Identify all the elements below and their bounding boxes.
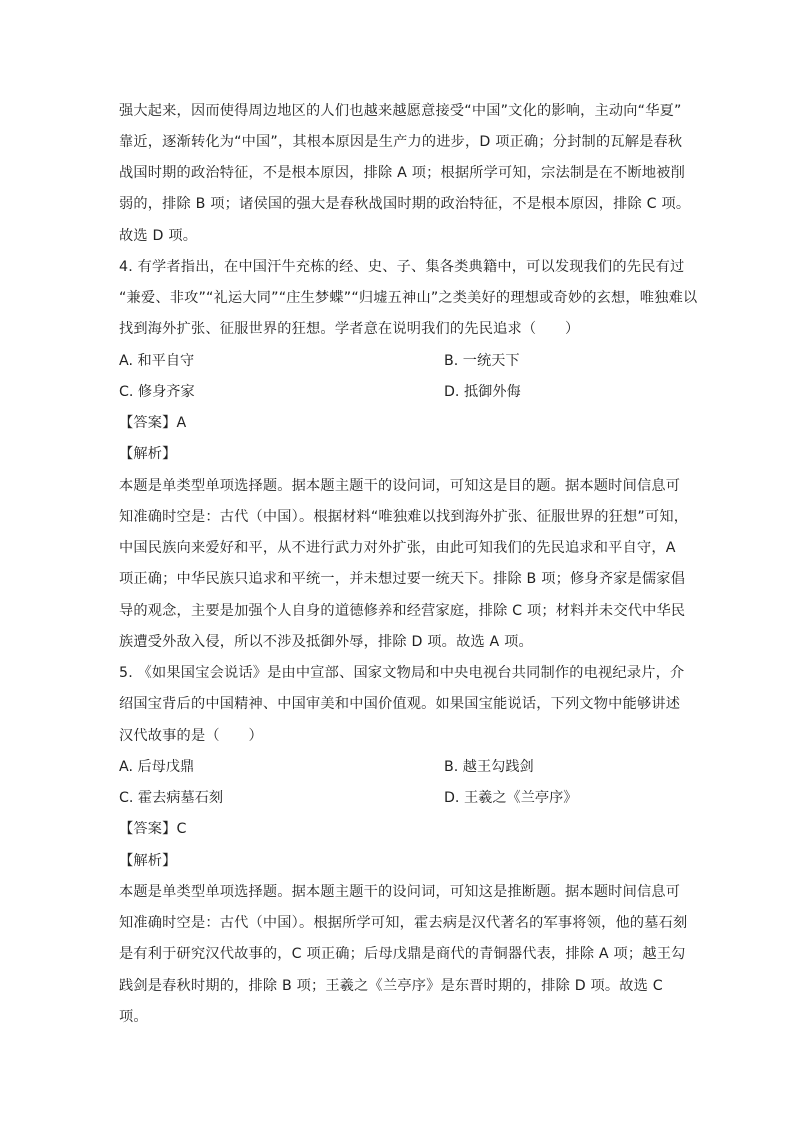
question-4-analysis: 导的观念，主要是加强个人自身的道德修养和经营家庭，排除 C 项；材料并未交代中华民: [119, 603, 686, 619]
question-4-option-b: B. 一统天下: [444, 353, 520, 369]
question-5-analysis: 本题是单类型单项选择题。据本题主题干的设问词，可知这是推断题。据本题时间信息可: [119, 884, 681, 900]
question-5-option-d: D. 王羲之《兰亭序》: [444, 790, 578, 806]
question-5-stem: 汉代故事的是（ ）: [119, 728, 263, 744]
question-5-answer: 【答案】C: [119, 821, 187, 837]
question-4-analysis: 项正确；中华民族只追求和平统一，并未想过要一统天下。排除 B 项；修身齐家是儒家倡: [119, 571, 686, 587]
question-5-analysis: 知准确时空是：古代（中国）。根据所学可知，霍去病是汉代著名的军事将领，他的墓石刻: [119, 915, 688, 931]
question-4-analysis: 知准确时空是：古代（中国）。根据材料“唯独难以找到海外扩张、征服世界的狂想”可知，: [119, 509, 689, 525]
question-4-stem: “兼爱、非攻”“礼运大同”“庄生梦蝶”“归墟五神山”之类美好的理想或奇妙的玄想，唯独难以: [119, 290, 698, 306]
question-5-option-a: A. 后母戊鼎: [119, 759, 195, 775]
question-4-option-d: D. 抵御外侮: [444, 384, 521, 400]
question-5-analysis: 项。: [119, 1009, 148, 1025]
question-5-analysis: 践剑是春秋时期的，排除 B 项；王羲之《兰亭序》是东晋时期的，排除 D 项。故选 C: [119, 978, 663, 994]
question-4-analysis-label: 【解析】: [119, 446, 177, 462]
question-4-stem: 找到海外扩张、征服世界的狂想。学者意在说明我们的先民追求（ ）: [119, 321, 580, 337]
question-4-analysis: 中国民族向来爱好和平，从不进行武力对外扩张，由此可知我们的先民追求和平自守，A: [119, 540, 676, 556]
question-4-option-a: A. 和平自守: [119, 353, 195, 369]
question-4-analysis: 族遭受外敌入侵，所以不涉及抵御外辱，排除 D 项。故选 A 项。: [119, 634, 533, 650]
question-5-stem: 5. 《如果国宝会说话》是由中宣部、国家文物局和中央电视台共同制作的电视纪录片，介: [119, 665, 685, 681]
question-4-analysis: 本题是单类型单项选择题。据本题主题干的设问词，可知这是目的题。据本题时间信息可: [119, 478, 681, 494]
question-5-stem: 绍国宝背后的中国精神、中国审美和中国价值观。如果国宝能说话，下列文物中能够讲述: [119, 696, 681, 712]
question-4-option-c: C. 修身齐家: [119, 384, 195, 400]
text-line: 战国时期的政治特征，不是根本原因，排除 A 项；根据所学可知，宗法制是在不断地被削: [119, 165, 686, 181]
question-5-analysis-label: 【解析】: [119, 853, 177, 869]
question-4-stem: 4. 有学者指出，在中国汗牛充栋的经、史、子、集各类典籍中，可以发现我们的先民有过: [119, 259, 685, 275]
text-line: 强大起来，因而使得周边地区的人们也越来越愿意接受“中国”文化的影响，主动向“华夏”: [119, 103, 682, 119]
question-5-option-c: C. 霍去病墓石刻: [119, 790, 224, 806]
question-4-answer: 【答案】A: [119, 415, 187, 431]
text-line: 弱的，排除 B 项；诸侯国的强大是春秋战国时期的政治特征，不是根本原因，排除 C 项。: [119, 196, 691, 212]
question-5-analysis: 是有利于研究汉代故事的，C 项正确；后母戊鼎是商代的青铜器代表，排除 A 项；越王勾: [119, 946, 686, 962]
text-line: 靠近，逐渐转化为“中国”，其根本原因是生产力的进步，D 项正确；分封制的瓦解是春秋: [119, 134, 683, 150]
text-line: 故选 D 项。: [119, 228, 198, 244]
question-5-option-b: B. 越王勾践剑: [444, 759, 534, 775]
